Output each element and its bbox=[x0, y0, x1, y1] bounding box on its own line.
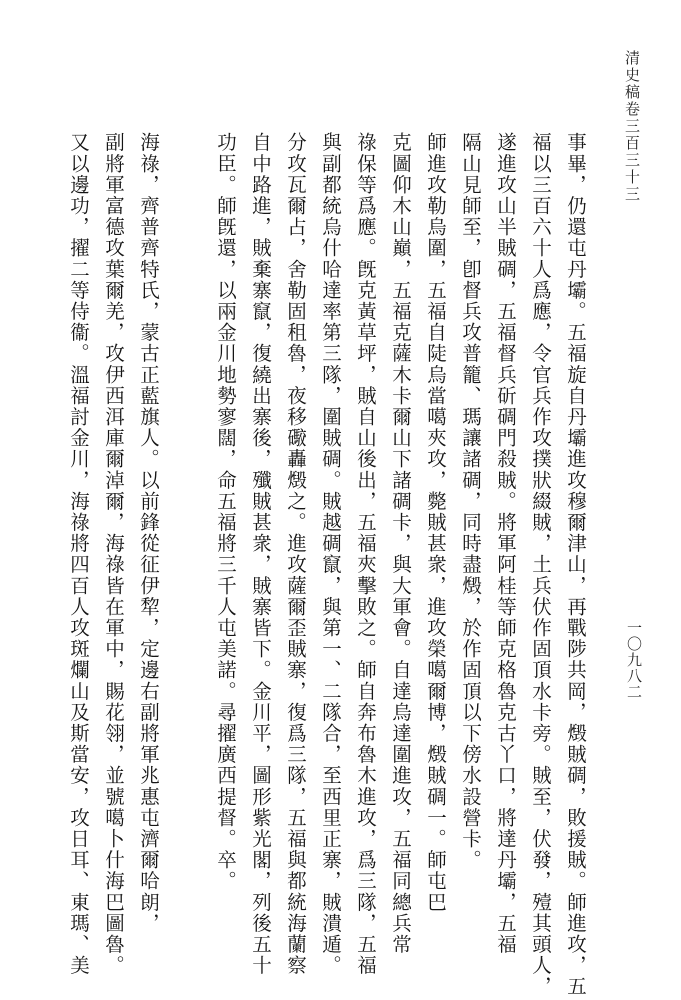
text-column: 功臣。師旣還，以兩金川地勢寥闊，命五福將三千人屯美諾。尋擢廣西提督。卒。 bbox=[214, 132, 237, 892]
text-column: 隔山見師至，卽督兵攻普籠、瑪讓諸碉，同時盡燬，於作固頂以下傍水設營卡。 bbox=[459, 132, 482, 871]
text-column: 福以三百六十人爲應，令官兵作攻撲狀綴賊，土兵伏作固頂水卡旁。賊至，伏發，殪其頭人， bbox=[529, 132, 552, 998]
text-column: 自中路進，賊棄寨竄，復繞出寨後，殲賊甚衆，賊寨皆下。金川平，圖形紫光閣，列後五十 bbox=[249, 132, 272, 976]
text-column: 師進攻勒烏圍，五福自陡烏當噶夾攻，斃賊甚衆，進攻榮噶爾博，燬賊碉一。師屯巴 bbox=[424, 132, 447, 913]
text-column: 分攻瓦爾占，舍勒固租魯，夜移礮轟燬之。進攻薩爾歪賊寨，復爲三隊，五福與都統海蘭察 bbox=[284, 132, 307, 976]
page-number: 一〇九八二 bbox=[625, 620, 643, 700]
paragraph-gap bbox=[170, 132, 204, 952]
text-column: 與副都統烏什哈達率第三隊，圍賊碉。賊越碉竄，與第一、二隊合，至西里正寨，賊潰遁。 bbox=[319, 132, 342, 976]
text-column: 副將軍富德攻葉爾羌，攻伊西洱庫爾淖爾，海祿皆在軍中，賜花翎，並號噶卜什海巴圖魯。 bbox=[102, 132, 125, 976]
text-column: 祿保等爲應。旣克黃草坪，賊自山後出，五福夾擊敗之。師自奔布魯木進攻，爲三隊，五福 bbox=[354, 132, 377, 976]
text-body bbox=[65, 132, 589, 998]
text-column: 事畢，仍還屯丹壩。五福旋自丹壩進攻穆爾津山，再戰陟共岡，燬賊碉，敗援賊。師進攻，五 bbox=[564, 132, 587, 998]
text-column: 海祿，齊普齊特氏，蒙古正藍旗人。以前鋒從征伊犂，定邊右副將軍兆惠屯濟爾哈朗， bbox=[137, 132, 160, 934]
running-header-title: 清史稿卷三百三十三 bbox=[623, 50, 641, 203]
text-column: 克圖仰木山巔，五福克薩木卡爾山下諸碉卡，與大軍會。自達烏達圍進攻，五福同總兵常 bbox=[389, 132, 412, 955]
text-column: 又以邊功，擢二等侍衞。溫福討金川，海祿將四百人攻斑爛山及斯當安，攻日耳、東瑪、美 bbox=[67, 132, 90, 976]
text-column: 遂進攻山半賊碉，五福督兵斫碉門殺賊。將軍阿桂等師克格魯克古丫口，將達丹壩，五福 bbox=[494, 132, 517, 955]
